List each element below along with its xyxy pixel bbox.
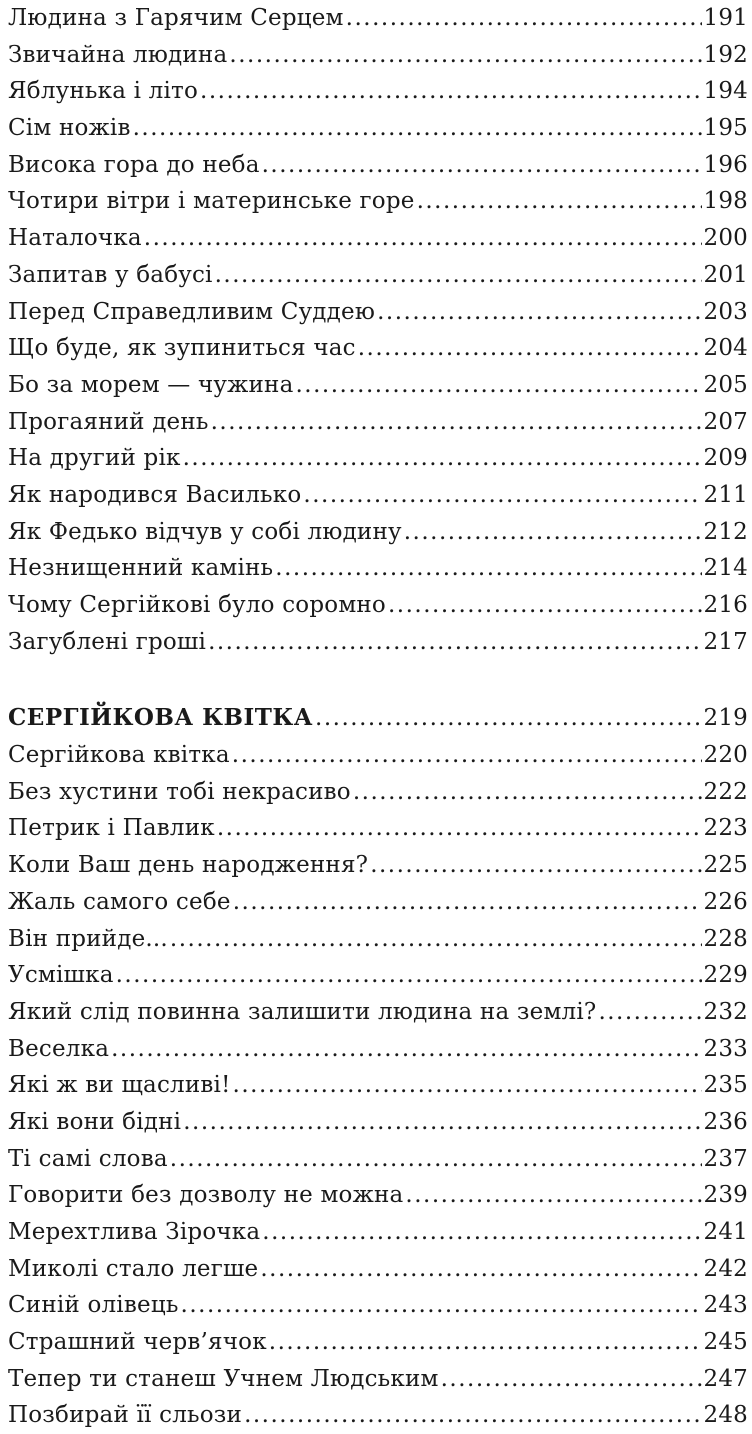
toc-entry xyxy=(8,624,748,661)
toc-entry xyxy=(8,957,748,994)
toc-entry xyxy=(8,183,748,220)
toc-entry-page: 242 xyxy=(703,1255,748,1282)
dot-leader xyxy=(269,1324,702,1361)
toc-entry-page: 195 xyxy=(703,115,748,142)
toc-entry-page: 232 xyxy=(703,998,748,1025)
dot-leader xyxy=(181,1287,702,1324)
toc-entry xyxy=(8,37,748,74)
dot-leader xyxy=(200,73,701,110)
toc-entry-title: Веселка xyxy=(8,1035,110,1062)
toc-entry xyxy=(8,774,748,811)
toc-entry-title: Говорити без дозволу не можна xyxy=(8,1182,404,1209)
toc-entry-page: 191 xyxy=(703,5,748,31)
toc-entry-title: Чотири вітри і материнське горе xyxy=(8,188,415,215)
toc-entry xyxy=(8,1251,748,1288)
toc-entry-page: 245 xyxy=(703,1329,748,1356)
toc-entry xyxy=(8,1361,748,1398)
toc-entry-page: 198 xyxy=(703,188,748,215)
dot-leader xyxy=(215,257,702,294)
dot-leader xyxy=(111,1031,701,1068)
toc-entry xyxy=(8,367,748,404)
dot-leader xyxy=(315,700,701,737)
toc-entry xyxy=(8,110,748,147)
toc-entry-title: Ті самі слова xyxy=(8,1145,168,1172)
toc-entry-title: Людина з Гарячим Серцем xyxy=(8,5,344,31)
dot-leader xyxy=(211,404,702,441)
dot-leader xyxy=(377,294,701,331)
toc-entry-title: Запитав у бабусі xyxy=(8,261,213,288)
toc-entry-title: Яблунька і літо xyxy=(8,78,199,105)
toc-entry-page: 200 xyxy=(703,225,748,252)
toc-entry-page: 222 xyxy=(703,778,748,805)
toc-entry xyxy=(8,73,748,110)
toc-entry-page: 192 xyxy=(703,41,748,68)
toc-entry xyxy=(8,1324,748,1361)
dot-leader xyxy=(417,183,702,220)
dot-leader xyxy=(116,957,702,994)
dot-leader xyxy=(260,1251,701,1288)
toc-entry xyxy=(8,440,748,477)
toc-entry-title: Бо за морем — чужина xyxy=(8,371,294,398)
dot-leader xyxy=(208,624,701,661)
toc-entry xyxy=(8,477,748,514)
dot-leader xyxy=(353,774,702,811)
dot-leader xyxy=(405,1177,701,1214)
toc-entry-title: Прогаяний день xyxy=(8,408,209,435)
toc-entry xyxy=(8,884,748,921)
toc-entry-title: Чому Сергійкові було соромно xyxy=(8,592,386,618)
toc-entry-title: Наталочка xyxy=(8,225,142,252)
toc-entry-title: Звичайна людина xyxy=(8,41,228,68)
dot-leader xyxy=(370,847,701,884)
toc-entry-page: 214 xyxy=(703,555,748,582)
toc-entry-page: 248 xyxy=(703,1402,748,1429)
dot-leader xyxy=(404,514,702,551)
toc-entry-page: 194 xyxy=(703,78,748,105)
dot-leader xyxy=(144,220,702,257)
toc-entry xyxy=(8,1177,748,1214)
dot-leader xyxy=(295,367,701,404)
dot-leader xyxy=(229,37,701,74)
toc-entry xyxy=(8,147,748,184)
toc-entry-title: Як Федько відчув у собі людину xyxy=(8,518,402,545)
toc-entry-page: 201 xyxy=(703,261,748,288)
toc-entry-page: 235 xyxy=(703,1072,748,1099)
toc-entry-title: Сергійкова квітка xyxy=(8,742,230,769)
toc-entry-title: Незнищенний камінь xyxy=(8,555,274,582)
dot-leader xyxy=(170,921,702,958)
toc-entry xyxy=(8,1104,748,1141)
dot-leader xyxy=(358,330,702,367)
toc-entry-title: Жаль самого себе xyxy=(8,888,231,915)
toc-entry-title: Загублені гроші xyxy=(8,628,207,655)
toc-entry-page: 203 xyxy=(703,298,748,325)
toc-entry-title: На другий рік xyxy=(8,445,181,472)
toc-entry xyxy=(8,1214,748,1251)
toc-entry xyxy=(8,404,748,441)
toc-entry-page: 209 xyxy=(703,445,748,472)
toc-entry-page: 243 xyxy=(703,1292,748,1319)
toc-entry-page: 229 xyxy=(703,962,748,989)
toc-entry xyxy=(8,587,748,624)
toc-entry-page: 236 xyxy=(703,1108,748,1135)
toc-entry xyxy=(8,220,748,257)
toc-entry xyxy=(8,294,748,331)
toc-entry-page: 216 xyxy=(703,592,748,618)
dot-leader xyxy=(233,1067,702,1104)
dot-leader xyxy=(183,440,702,477)
toc-entry-page: 205 xyxy=(703,371,748,398)
toc-entry xyxy=(8,921,748,958)
toc-entry-page: 226 xyxy=(703,888,748,915)
toc-entry-title: Він прийде... xyxy=(8,925,168,952)
toc-entry-page: 247 xyxy=(703,1365,748,1392)
dot-leader xyxy=(598,994,701,1031)
toc-entry-title: Що буде, як зупиниться час xyxy=(8,335,356,362)
toc-entry-page: 223 xyxy=(703,815,748,842)
toc-entry xyxy=(8,1067,748,1104)
toc-entry-title: Коли Ваш день народження? xyxy=(8,852,369,879)
dot-leader xyxy=(170,1141,702,1178)
toc-entry-page: 217 xyxy=(703,628,748,655)
dot-leader xyxy=(275,550,701,587)
toc-entry-page: 212 xyxy=(703,518,748,545)
dot-leader xyxy=(232,737,702,774)
dot-leader xyxy=(303,477,701,514)
toc-entry-title: Перед Справедливим Суддею xyxy=(8,298,376,325)
toc-entry-title: Усмішка xyxy=(8,962,114,989)
toc-entry xyxy=(8,1397,748,1434)
toc-entry-title: Які вони бідні xyxy=(8,1108,182,1135)
toc-entry xyxy=(8,737,748,774)
toc-entry xyxy=(8,257,748,294)
dot-leader xyxy=(183,1104,701,1141)
dot-leader xyxy=(388,587,702,624)
dot-leader xyxy=(441,1361,702,1398)
toc-entry-title: Синій олівець xyxy=(8,1292,179,1319)
dot-leader xyxy=(233,884,702,921)
toc-entry-title: Сім ножів xyxy=(8,115,131,142)
dot-leader xyxy=(244,1397,701,1434)
toc-entry-page: 241 xyxy=(703,1219,748,1245)
toc-entry-title: Висока гора до неба xyxy=(8,151,260,178)
toc-entry xyxy=(8,847,748,884)
toc-entry xyxy=(8,514,748,551)
toc-entry xyxy=(8,1141,748,1178)
toc-entry-title: Миколі стало легше xyxy=(8,1255,259,1282)
toc-entry-page: 196 xyxy=(703,151,748,178)
toc-entry-title: Які ж ви щасливі! xyxy=(8,1072,231,1099)
toc-entry-title: Страшний черв’ячок xyxy=(8,1329,267,1356)
toc-entry-title: Мерехтлива Зірочка xyxy=(8,1219,261,1245)
toc-entry-page: 211 xyxy=(703,481,748,508)
section-title: СЕРГІЙКОВА КВІТКА xyxy=(8,704,314,732)
toc-entry-page: 228 xyxy=(703,925,748,952)
dot-leader xyxy=(217,810,702,847)
toc-entry-page: 225 xyxy=(703,852,748,879)
toc-entry-page: 237 xyxy=(703,1145,748,1172)
toc-entry-title: Тепер ти станеш Учнем Людським xyxy=(8,1365,439,1392)
toc-entry-page: 220 xyxy=(703,742,748,769)
toc-entry xyxy=(8,994,748,1031)
toc-section-heading xyxy=(8,700,748,737)
toc-entry-title: Позбирай її сльози xyxy=(8,1402,243,1429)
toc-entry-page: 233 xyxy=(703,1035,748,1062)
toc-entry-page: 204 xyxy=(703,335,748,362)
dot-leader xyxy=(346,0,702,37)
dot-leader xyxy=(262,1214,701,1251)
toc-entry-page: 239 xyxy=(703,1182,748,1209)
toc-entry xyxy=(8,550,748,587)
toc-entry xyxy=(8,0,748,37)
dot-leader xyxy=(133,110,702,147)
toc-entry xyxy=(8,1287,748,1324)
toc-entry xyxy=(8,810,748,847)
table-of-contents xyxy=(8,0,748,1434)
toc-entry-title: Петрик і Павлик xyxy=(8,815,215,842)
toc-entry-page: 207 xyxy=(703,408,748,435)
toc-entry-title: Без хустини тобі некрасиво xyxy=(8,778,351,805)
toc-entry xyxy=(8,330,748,367)
section-page: 219 xyxy=(703,705,748,732)
toc-entry-title: Який слід повинна залишити людина на землі? xyxy=(8,998,597,1025)
toc-entry-title: Як народився Василько xyxy=(8,481,302,508)
dot-leader xyxy=(262,147,702,184)
toc-entry xyxy=(8,1031,748,1068)
